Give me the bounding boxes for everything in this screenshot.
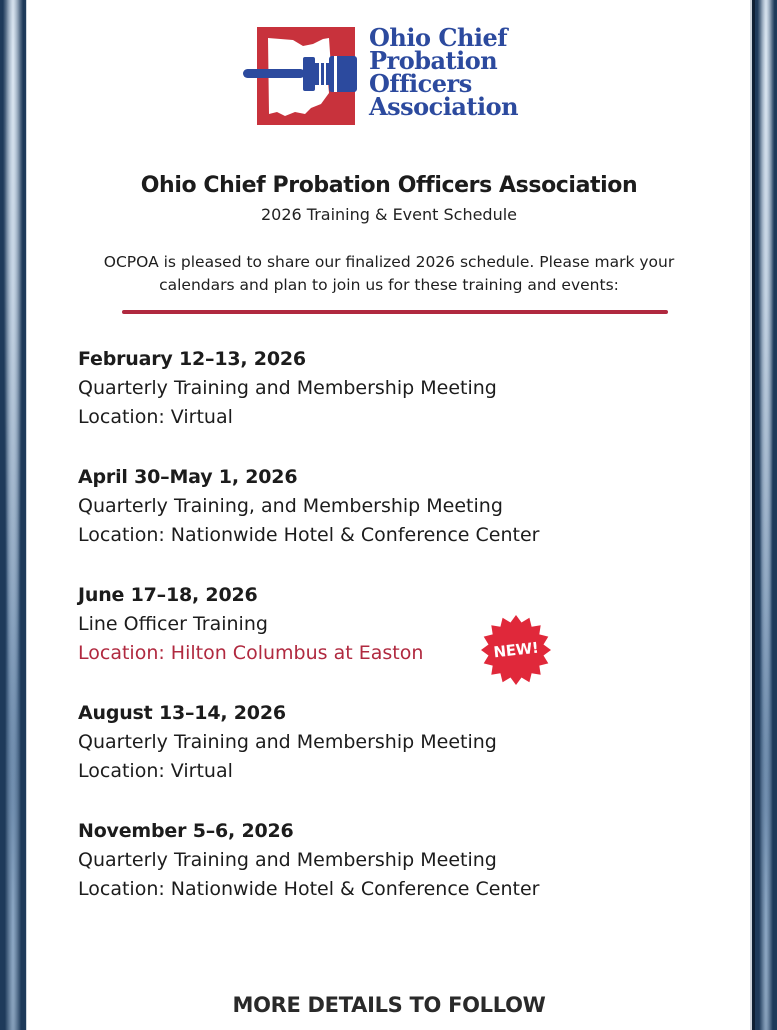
event-name: Quarterly Training, and Membership Meeting xyxy=(78,495,503,517)
event-date: June 17–18, 2026 xyxy=(78,584,258,606)
ocpoa-logo xyxy=(241,23,541,128)
page-subtitle: 2026 Training & Event Schedule xyxy=(260,205,518,224)
event-item xyxy=(78,816,718,934)
event-list xyxy=(78,344,718,934)
logo-line: Ohio Chief xyxy=(369,23,508,52)
event-name: Quarterly Training and Membership Meeting xyxy=(78,731,497,753)
intro-paragraph: OCPOA is pleased to share our finalized 2026 schedule. Please mark your calendars and plan to join us for these training and events: xyxy=(103,253,675,294)
event-item xyxy=(78,698,718,816)
logo-line: Association xyxy=(369,92,519,121)
event-date: February 12–13, 2026 xyxy=(78,348,306,370)
event-name: Quarterly Training and Membership Meeting xyxy=(78,849,497,871)
event-name: Quarterly Training and Membership Meeting xyxy=(78,377,497,399)
event-location: Location: Nationwide Hotel & Conference Center xyxy=(78,878,540,900)
logo-line: Officers xyxy=(369,69,472,98)
event-location: Location: Hilton Columbus at Easton xyxy=(78,642,424,664)
event-item xyxy=(78,344,718,462)
event-location: Location: Virtual xyxy=(78,406,233,428)
event-name: Line Officer Training xyxy=(78,613,268,635)
background-left-edge xyxy=(0,0,26,1030)
event-item xyxy=(78,580,718,698)
more-details-footer: MORE DETAILS TO FOLLOW xyxy=(232,993,546,1017)
event-date: November 5–6, 2026 xyxy=(78,820,294,842)
event-date: April 30–May 1, 2026 xyxy=(78,466,298,488)
new-badge xyxy=(480,614,552,686)
logo-line: Probation xyxy=(369,46,498,75)
logo-wordmark xyxy=(369,23,549,121)
background-right-edge xyxy=(755,0,777,1030)
schedule-flyer xyxy=(26,0,752,1030)
new-badge-label: NEW! xyxy=(492,638,540,662)
page-title: Ohio Chief Probation Officers Association xyxy=(140,173,638,198)
event-location: Location: Virtual xyxy=(78,760,233,782)
ohio-gavel-emblem xyxy=(241,26,366,128)
event-location: Location: Nationwide Hotel & Conference Center xyxy=(78,524,540,546)
event-date: August 13–14, 2026 xyxy=(78,702,286,724)
header-divider xyxy=(122,310,668,314)
event-item xyxy=(78,462,718,580)
